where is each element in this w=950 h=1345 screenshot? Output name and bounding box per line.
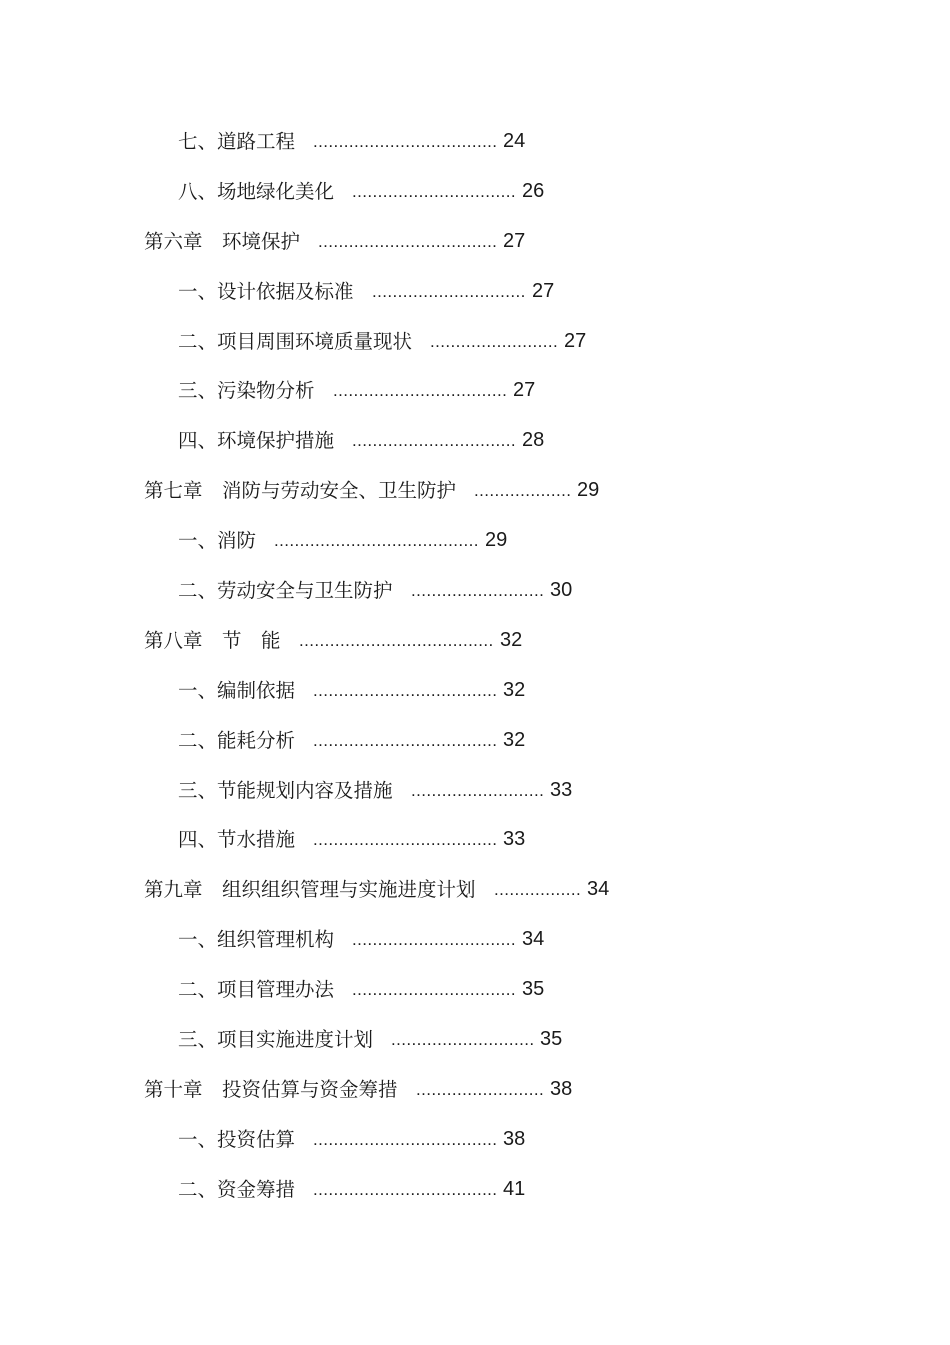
toc-entry-title: 一、设计依据及标准 xyxy=(178,279,354,303)
toc-entry[interactable] xyxy=(0,1165,950,1215)
toc-entry[interactable] xyxy=(0,1115,950,1165)
toc-entry-title: 三、节能规划内容及措施 xyxy=(178,778,393,802)
toc-entry[interactable] xyxy=(0,915,950,965)
toc-entry-title: 第七章 消防与劳动安全、卫生防护 xyxy=(144,479,457,503)
toc-dot-leader: ............................ xyxy=(391,1030,535,1050)
toc-entry[interactable] xyxy=(0,267,950,317)
toc-dot-leader: ................................ xyxy=(352,181,516,201)
toc-page-number: 33 xyxy=(503,828,526,851)
toc-entry-title: 第九章 组织组织管理与实施进度计划 xyxy=(144,878,476,902)
toc-page-number: 28 xyxy=(522,429,545,452)
toc-entry-title: 一、编制依据 xyxy=(178,678,296,702)
toc-entry-title: 三、污染物分析 xyxy=(178,379,315,403)
toc-entry[interactable] xyxy=(0,516,950,566)
toc-dot-leader: ................................ xyxy=(352,431,516,451)
toc-page-number: 35 xyxy=(540,1028,563,1051)
toc-entry-title: 二、资金筹措 xyxy=(178,1177,296,1201)
table-of-contents xyxy=(0,117,950,1215)
toc-entry[interactable] xyxy=(0,167,950,217)
toc-page-number: 41 xyxy=(503,1177,526,1200)
toc-dot-leader: ................... xyxy=(474,481,572,501)
toc-dot-leader: ......................... xyxy=(430,331,559,351)
toc-entry-title: 二、能耗分析 xyxy=(178,728,296,752)
toc-dot-leader: ................................ xyxy=(352,930,516,950)
toc-entry-title: 七、道路工程 xyxy=(178,130,296,153)
toc-entry-title: 二、劳动安全与卫生防护 xyxy=(178,579,393,603)
toc-dot-leader: .......................... xyxy=(411,581,545,601)
toc-entry-title: 一、投资估算 xyxy=(178,1127,296,1151)
toc-dot-leader: ................................ xyxy=(352,980,516,1000)
toc-page-number: 35 xyxy=(522,978,545,1001)
toc-entry[interactable] xyxy=(0,666,950,716)
toc-dot-leader: ......................... xyxy=(416,1079,545,1099)
toc-entry-title: 八、场地绿化美化 xyxy=(178,179,335,203)
toc-dot-leader: ................................... xyxy=(318,231,498,251)
toc-page-number: 27 xyxy=(564,329,587,352)
toc-entry[interactable] xyxy=(0,317,950,367)
toc-chapter-entry[interactable] xyxy=(0,466,950,516)
toc-chapter-entry[interactable] xyxy=(0,217,950,267)
toc-entry[interactable] xyxy=(0,416,950,466)
toc-dot-leader: ................. xyxy=(494,880,582,900)
toc-page-number: 27 xyxy=(503,229,526,252)
toc-dot-leader: .................................. xyxy=(333,381,508,401)
toc-page-number: 38 xyxy=(550,1077,573,1100)
toc-entry-title: 第八章 节 能 xyxy=(144,628,281,652)
toc-dot-leader: ...................................... xyxy=(299,630,494,650)
toc-entry[interactable] xyxy=(0,716,950,766)
toc-entry-title: 第六章 环境保护 xyxy=(144,229,301,253)
toc-page-number: 33 xyxy=(550,778,573,801)
toc-chapter-entry[interactable] xyxy=(0,865,950,915)
toc-entry[interactable] xyxy=(0,117,950,167)
toc-entry-title: 第十章 投资估算与资金筹措 xyxy=(144,1077,398,1101)
toc-page-number: 32 xyxy=(503,728,526,751)
toc-entry[interactable] xyxy=(0,566,950,616)
toc-entry-title: 四、环境保护措施 xyxy=(178,429,335,453)
toc-page-number: 26 xyxy=(522,179,545,202)
toc-dot-leader: .............................. xyxy=(372,281,526,301)
toc-entry-title: 四、节水措施 xyxy=(178,828,296,852)
toc-dot-leader: ........................................ xyxy=(274,531,479,551)
toc-entry[interactable] xyxy=(0,366,950,416)
toc-dot-leader: .................................... xyxy=(313,1129,498,1149)
toc-page-number: 27 xyxy=(532,279,555,302)
toc-page-number: 34 xyxy=(522,928,545,951)
toc-dot-leader: .................................... xyxy=(313,730,498,750)
toc-page-number: 38 xyxy=(503,1127,526,1150)
toc-page-number: 32 xyxy=(500,628,523,651)
toc-entry[interactable] xyxy=(0,965,950,1015)
toc-page-number: 29 xyxy=(577,479,600,502)
toc-page-number: 24 xyxy=(503,130,526,152)
toc-page-number: 34 xyxy=(587,878,610,901)
toc-entry-title: 二、项目周围环境质量现状 xyxy=(178,329,413,353)
toc-chapter-entry[interactable] xyxy=(0,1065,950,1115)
toc-dot-leader: .................................... xyxy=(313,830,498,850)
toc-entry[interactable] xyxy=(0,766,950,816)
toc-dot-leader: .......................... xyxy=(411,780,545,800)
toc-entry-title: 二、项目管理办法 xyxy=(178,978,335,1002)
toc-dot-leader: .................................... xyxy=(313,132,498,151)
toc-entry-title: 三、项目实施进度计划 xyxy=(178,1028,374,1052)
toc-page-number: 29 xyxy=(485,529,508,552)
toc-chapter-entry[interactable] xyxy=(0,616,950,666)
toc-entry[interactable] xyxy=(0,815,950,865)
toc-page-number: 30 xyxy=(550,579,573,602)
toc-page-number: 32 xyxy=(503,678,526,701)
toc-page-number: 27 xyxy=(513,379,536,402)
toc-dot-leader: .................................... xyxy=(313,680,498,700)
toc-entry-title: 一、组织管理机构 xyxy=(178,928,335,952)
toc-entry-title: 一、消防 xyxy=(178,529,257,553)
toc-dot-leader: .................................... xyxy=(313,1179,498,1199)
toc-entry[interactable] xyxy=(0,1015,950,1065)
